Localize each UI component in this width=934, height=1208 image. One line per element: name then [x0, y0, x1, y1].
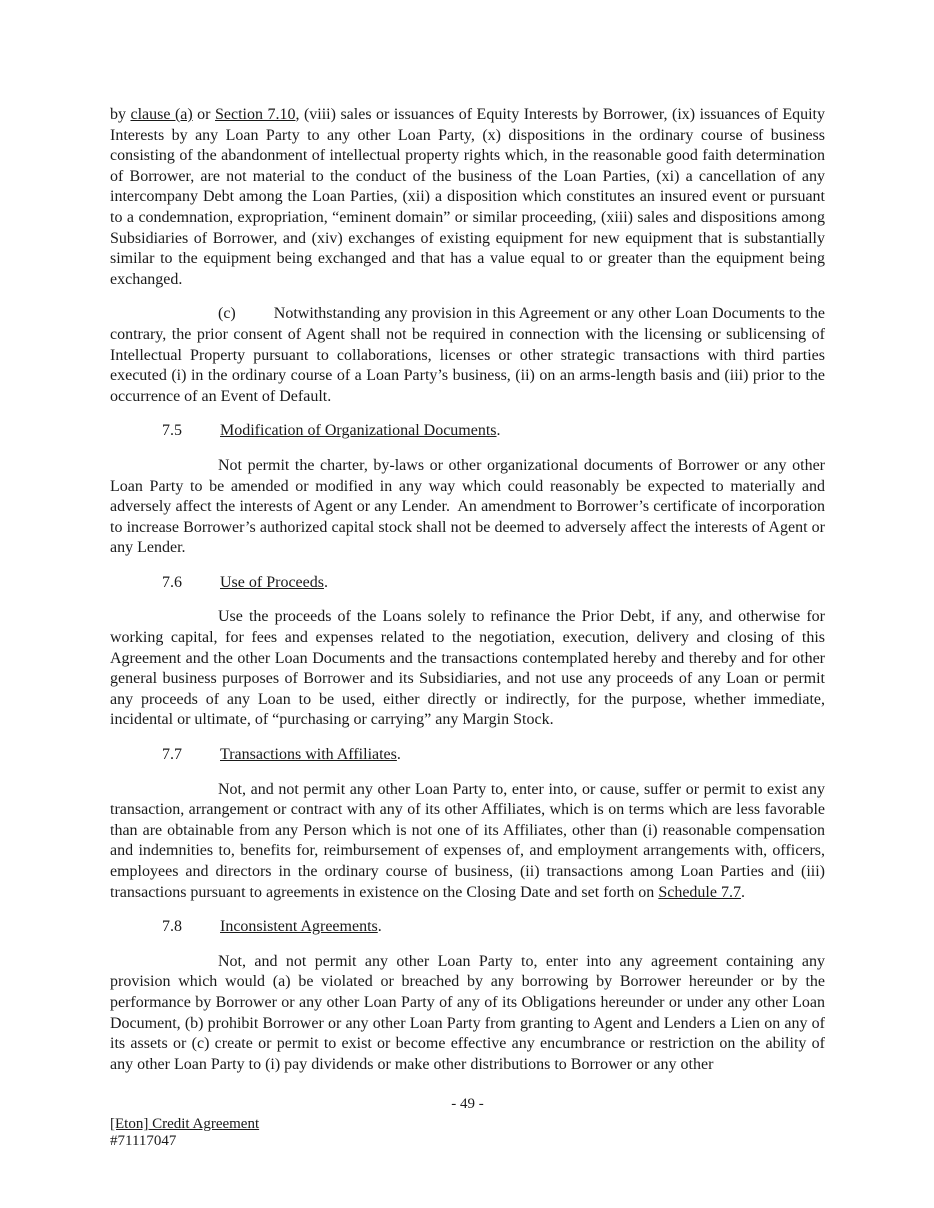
section-title: Modification of Organizational Documents: [220, 422, 497, 440]
section-title: Transactions with Affiliates: [220, 746, 397, 764]
footer-doc-number: #71117047: [110, 1133, 177, 1150]
underlined-reference: clause (a): [130, 106, 193, 123]
section-title-period: .: [496, 422, 501, 440]
paragraph-c: [110, 304, 825, 407]
paragraph-7-5: [110, 456, 825, 559]
section-title-period: .: [323, 573, 328, 591]
paragraph-7-7: [110, 780, 825, 904]
text-run: , (viii) sales or issuances of Equity Interests by Borrower, (ix) issuances of Equity Interests by any Loan Party to any other Loan Party, (x) dispositions in the ordinary course of business consisting of the abandonment of intellectual property rights which, in the reasonable good faith determination of Borrower, are not material to the conduct of the business of the Loan Parties, (xi) a cancellation of any intercompany Debt among the Loan Parties, (xii) a disposition which constitutes an insured event or pursuant to a condemnation, expropriation, “eminent domain” or similar proceeding, (xiii) sales and dispositions among Subsidiaries of Borrower, and (xiv) exchanges of existing equipment for new equipment that is substantially similar to the equipment being exchanged and that has a value equal to or greater than the equipment being exchanged.: [110, 106, 826, 288]
text-run: Not, and not permit any other Loan Party to, enter into, or cause, suffer or permit to exist any transaction, arrangement or contract with any of its other Affiliates, which is on terms which are less favorable than are obtainable from any Person which is not one of its Affiliates, other than (i) reasonable compensation and indemnities to, benefits for, reimbursement of expenses of, and employment arrangements with, officers, employees and directors in the ordinary course of business, (ii) transactions among Loan Parties and (iii) transactions pursuant to agreements in existence on the Closing Date and set forth on: [110, 780, 825, 901]
footer-doc-name: [Eton] Credit Agreement: [110, 1115, 260, 1132]
paragraph-7-8: [110, 952, 825, 1076]
text-run: by: [110, 106, 131, 123]
section-title: Inconsistent Agreements: [220, 918, 378, 936]
text-run: Notwithstanding any provision in this Agreement or any other Loan Documents to the contrary, the prior consent of Agent shall not be required in connection with the licensing or sublicensing of Intellectual Property pursuant to collaborations, licenses or other strategic transactions with third parties executed (i) in the ordinary course of a Loan Party’s business, (ii) on an arms-length basis and (iii) prior to the occurrence of an Event of Default.: [110, 305, 825, 405]
section-heading-7-8: [110, 917, 825, 938]
text-run: Use the proceeds of the Loans solely to refinance the Prior Debt, if any, and otherwise for working capital, for fees and expenses related to the negotiation, execution, delivery and closing of this Agreement and the other Loan Documents and the transactions contemplated hereby and thereby and for other general business purposes of Borrower and its Subsidiaries, and not use any proceeds of any Loan or permit any proceeds of any Loan to be used, either directly or indirectly, for the purpose, whether immediate, incidental or ultimate, of “purchasing or carrying” any Margin Stock.: [110, 608, 825, 729]
underlined-reference: Section 7.10: [215, 106, 296, 123]
underlined-reference: Schedule 7.7: [658, 883, 741, 901]
section-title-period: .: [377, 918, 382, 936]
text-run: or: [192, 106, 215, 123]
text-run: .: [740, 883, 745, 901]
section-number: 7.5: [162, 422, 182, 440]
document-body: [110, 105, 825, 1075]
text-run: Not permit the charter, by-laws or other organizational documents of Borrower or any other Loan Party to be amended or modified in any way which could reasonably be expected to materially and adversely affect the interests of Agent or any Lender. An amendment to Borrower’s certificate of incorporation to increase Borrower’s authorized capital stock shall not be deemed to adversely affect the interests of Agent or any Lender.: [110, 456, 825, 557]
text-run: Not, and not permit any other Loan Party to, enter into any agreement containing any provision which would (a) be violated or breached by any borrowing by Borrower hereunder or by the performance by Borrower or any other Loan Party of any of its Obligations hereunder or under any other Loan Document, (b) prohibit Borrower or any other Loan Party from granting to Agent and Lenders a Lien on any of its assets or (c) create or permit to exist or become effective any encumbrance or restriction on the ability of any other Loan Party to (i) pay dividends or make other distributions to Borrower or any other: [110, 952, 825, 1073]
section-number: 7.8: [162, 918, 182, 936]
section-heading-7-7: [110, 745, 825, 766]
section-number: 7.6: [162, 573, 182, 591]
page-footer: [110, 1096, 825, 1151]
section-title: Use of Proceeds: [220, 573, 324, 591]
section-heading-7-5: [110, 421, 825, 442]
section-title-period: .: [396, 746, 401, 764]
section-heading-7-6: [110, 573, 825, 594]
section-number: 7.7: [162, 746, 182, 764]
paragraph-7-6: [110, 607, 825, 731]
text-run: (c): [218, 305, 236, 323]
paragraph-continuation: [110, 105, 825, 290]
page-number: - 49 -: [451, 1096, 484, 1113]
